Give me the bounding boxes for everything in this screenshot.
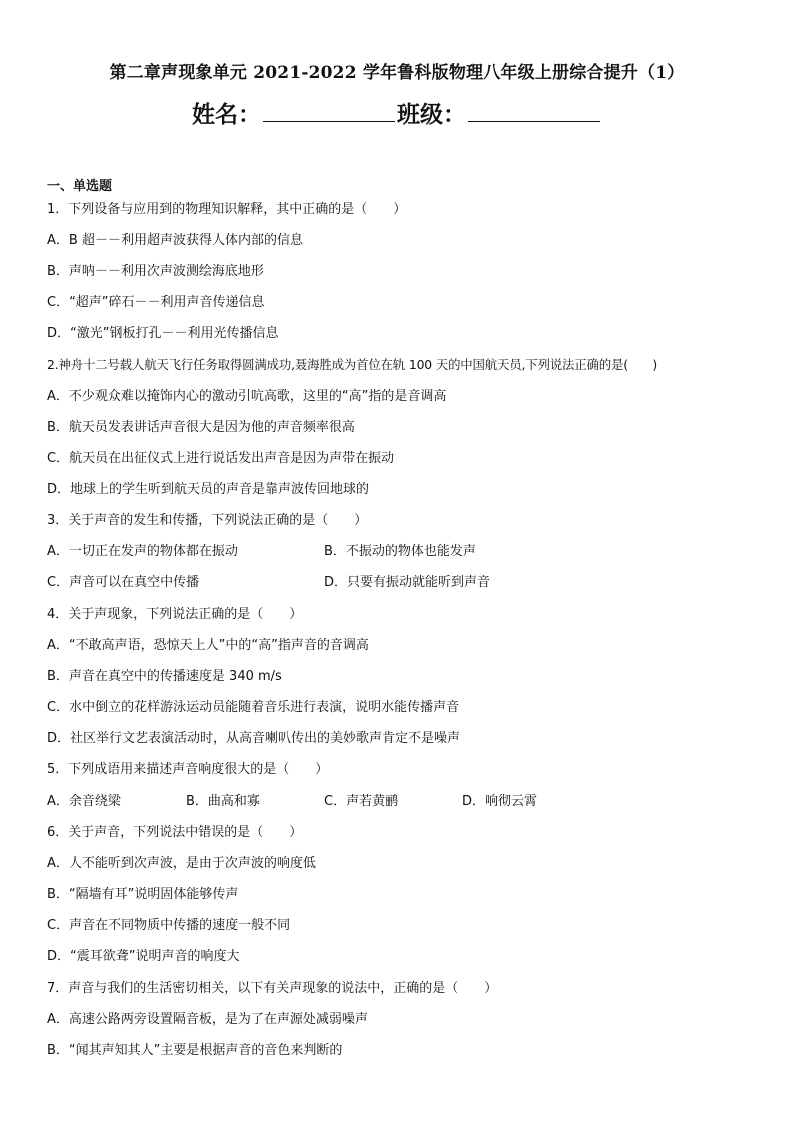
question-3-option-d: D．只要有振动就能听到声音 [324, 575, 491, 590]
question-4-option-c: C．水中倒立的花样游泳运动员能随着音乐进行表演，说明水能传播声音 [47, 700, 460, 715]
question-2-option-c: C．航天员在出征仪式上进行说话发出声音是因为声带在振动 [47, 451, 395, 466]
class-label: 班级： [397, 102, 466, 128]
question-6-option-d: D．“震耳欲聋”说明声音的响度大 [47, 949, 240, 964]
question-2-option-a: A．不少观众难以掩饰内心的激动引吭高歌，这里的“高”指的是音调高 [47, 389, 447, 404]
question-4-option-d: D．社区举行文艺表演活动时，从高音喇叭传出的美妙歌声肯定不是噪声 [47, 731, 461, 746]
question-7-option-a: A．高速公路两旁设置隔音板，是为了在声源处减弱噪声 [47, 1012, 368, 1027]
question-6-option-a: A．人不能听到次声波，是由于次声波的响度低 [47, 856, 316, 871]
question-5-option-a: A．余音绕梁 [47, 794, 121, 809]
question-2-option-b: B．航天员发表讲话声音很大是因为他的声音频率很高 [47, 420, 355, 435]
question-3-option-b: B．不振动的物体也能发声 [324, 544, 476, 559]
class-blank[interactable] [468, 99, 600, 122]
question-1-option-b: B．声呐－－利用次声波测绘海底地形 [47, 264, 264, 279]
question-1-option-c: C．“超声”碎石－－利用声音传递信息 [47, 295, 265, 310]
question-4-stem: 4．关于声现象，下列说法正确的是（ ） [47, 607, 303, 622]
question-3-option-a: A．一切正在发声的物体都在振动 [47, 544, 238, 559]
question-5-stem: 5．下列成语用来描述声音响度很大的是（ ） [47, 762, 329, 777]
question-3-stem: 3．关于声音的发生和传播，下列说法正确的是（ ） [47, 513, 368, 528]
question-6-option-c: C．声音在不同物质中传播的速度一般不同 [47, 918, 291, 933]
question-2-stem: 2.神舟十二号载人航天飞行任务取得圆满成功,聂海胜成为首位在轨 100 天的中国航天员,下列说法正确的是( ) [47, 357, 658, 372]
question-3-option-c: C．声音可以在真空中传播 [47, 575, 200, 590]
question-5-option-b: B．曲高和寡 [186, 794, 260, 809]
name-label: 姓名： [192, 102, 261, 128]
question-5-option-d: D．响彻云霄 [462, 794, 538, 809]
question-5-option-c: C．声若黄鹂 [324, 794, 399, 809]
name-blank[interactable] [263, 99, 395, 122]
question-1-stem: 1．下列设备与应用到的物理知识解释，其中正确的是（ ） [47, 202, 407, 217]
question-4-option-b: B．声音在真空中的传播速度是 340 m/s [47, 669, 282, 684]
question-4-option-a: A．“不敢高声语，恐惊天上人”中的“高”指声音的音调高 [47, 638, 369, 653]
question-6-option-b: B．“隔墙有耳”说明固体能够传声 [47, 887, 239, 902]
question-1-option-d: D．“激光”钢板打孔－－利用光传播信息 [47, 326, 279, 341]
student-info-line [0, 96, 794, 129]
question-6-stem: 6．关于声音，下列说法中错误的是（ ） [47, 825, 303, 840]
section-heading: 一、单选题 [47, 179, 113, 194]
worksheet-title: 第二章声现象单元 2021-2022 学年鲁科版物理八年级上册综合提升（1） [109, 63, 685, 83]
question-2-option-d: D．地球上的学生听到航天员的声音是靠声波传回地球的 [47, 482, 370, 497]
question-1-option-a: A．B 超－－利用超声波获得人体内部的信息 [47, 233, 303, 248]
question-7-option-b: B．“闻其声知其人”主要是根据声音的音色来判断的 [47, 1043, 343, 1058]
question-7-stem: 7．声音与我们的生活密切相关，以下有关声现象的说法中，正确的是（ ） [47, 981, 498, 996]
